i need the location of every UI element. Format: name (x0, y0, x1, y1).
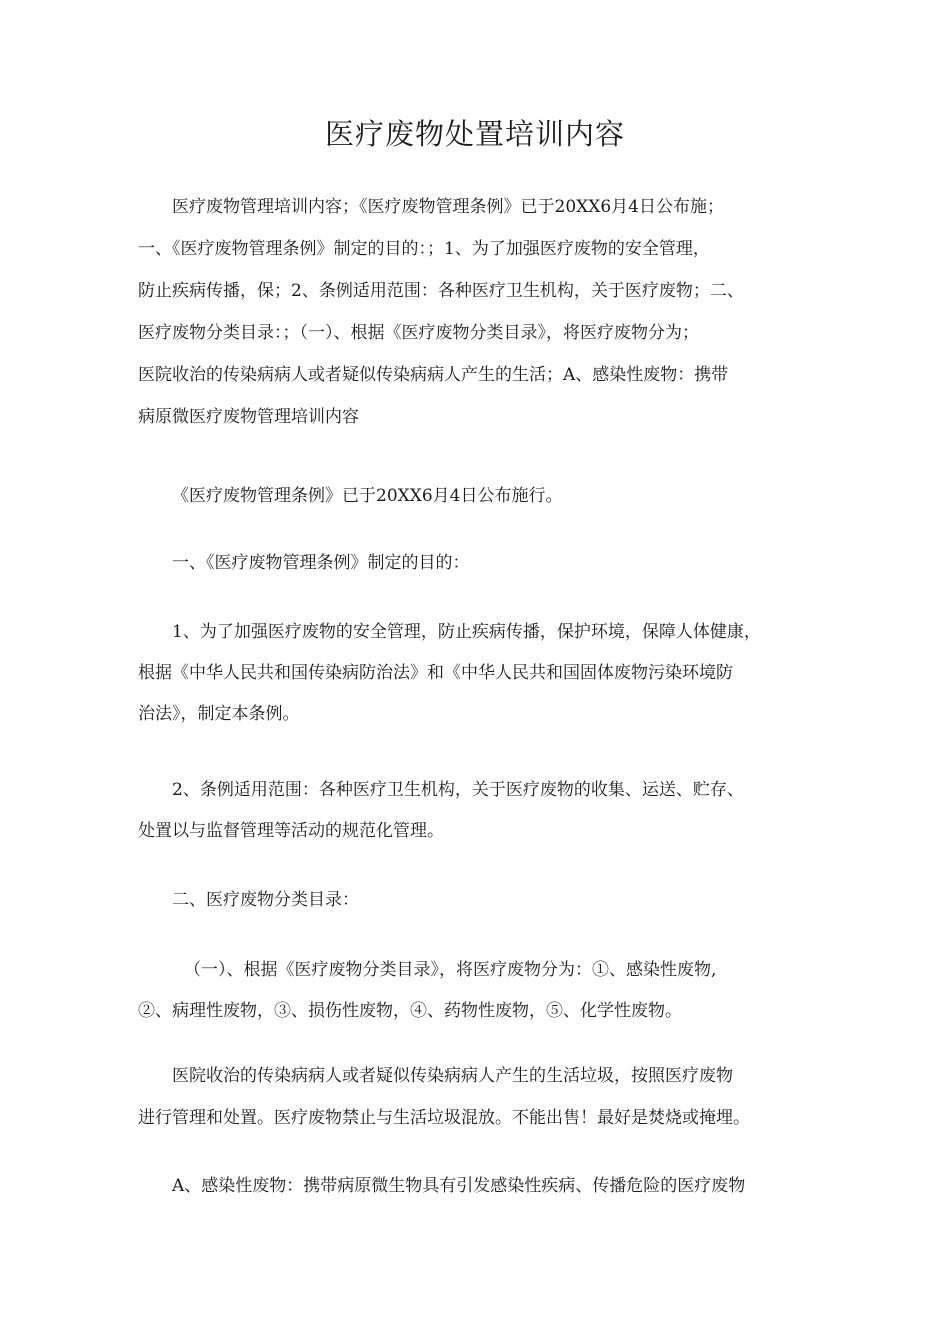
paragraph-line: 医院收治的传染病病人或者疑似传染病病人产生的生活垃圾，按照医疗废物 (172, 1066, 733, 1086)
paragraph-infectious-waste (138, 1166, 838, 1207)
paragraph-enactment (138, 476, 838, 517)
summary-line: 医院收治的传染病病人或者疑似传染病病人产生的生活；A、感染性废物：携带 (138, 365, 729, 385)
summary-line: 一、《医疗废物管理条例》制定的目的：；1、为了加强医疗废物的安全管理， (138, 239, 710, 259)
document-title: 医疗废物处置培训内容 (324, 117, 625, 151)
paragraph-line: A、感染性废物：携带病原微生物具有引发感染性疾病、传播危险的医疗废物 (172, 1176, 746, 1196)
summary-line: 病原微医疗废物管理培训内容 (138, 407, 359, 427)
summary-line: 医疗废物管理培训内容；《医疗废物管理条例》已于20XX6月4日公布施； (172, 197, 724, 217)
paragraph-line: 根据《中华人民共和国传染病防治法》和《中华人民共和国固体废物污染环境防 (138, 663, 733, 683)
heading-classification (138, 880, 838, 921)
paragraph-household-waste (138, 1055, 838, 1139)
paragraph-line: ②、病理性废物，③、损伤性废物，④、药物性废物，⑤、化学性废物。 (138, 1001, 682, 1021)
summary-line: 防止疾病传播，保；2、条例适用范围：各种医疗卫生机构，关于医疗废物；二、 (138, 281, 744, 301)
summary-line: 医疗废物分类目录：；（一）、根据《医疗废物分类目录》，将医疗废物分为； (138, 323, 699, 343)
paragraph-line: 一、《医疗废物管理条例》制定的目的： (172, 553, 470, 573)
paragraph-categories (138, 950, 838, 1032)
paragraph-line: （一）、根据《医疗废物分类目录》，将医疗废物分为：①、感染性废物, (184, 960, 717, 980)
paragraph-line: 2、条例适用范围：各种医疗卫生机构，关于医疗废物的收集、运送、贮存、 (172, 780, 744, 800)
paragraph-line: 1、为了加强医疗废物的安全管理，防止疾病传播，保护环境，保障人体健康， (172, 622, 761, 642)
paragraph-line: 治法》，制定本条例。 (138, 704, 300, 724)
paragraph-line: 二、医疗废物分类目录： (172, 890, 359, 910)
paragraph-purpose (138, 612, 838, 735)
paragraph-line: 处置以与监督管理等活动的规范化管理。 (138, 821, 444, 841)
heading-purpose (138, 543, 838, 584)
paragraph-scope (138, 770, 838, 852)
paragraph-line: 《医疗废物管理条例》已于20XX6月4日公布施行。 (172, 486, 563, 506)
summary-paragraph (138, 186, 838, 438)
paragraph-line: 进行管理和处置。医疗废物禁止与生活垃圾混放。不能出售！最好是焚烧或掩埋。 (138, 1108, 750, 1128)
